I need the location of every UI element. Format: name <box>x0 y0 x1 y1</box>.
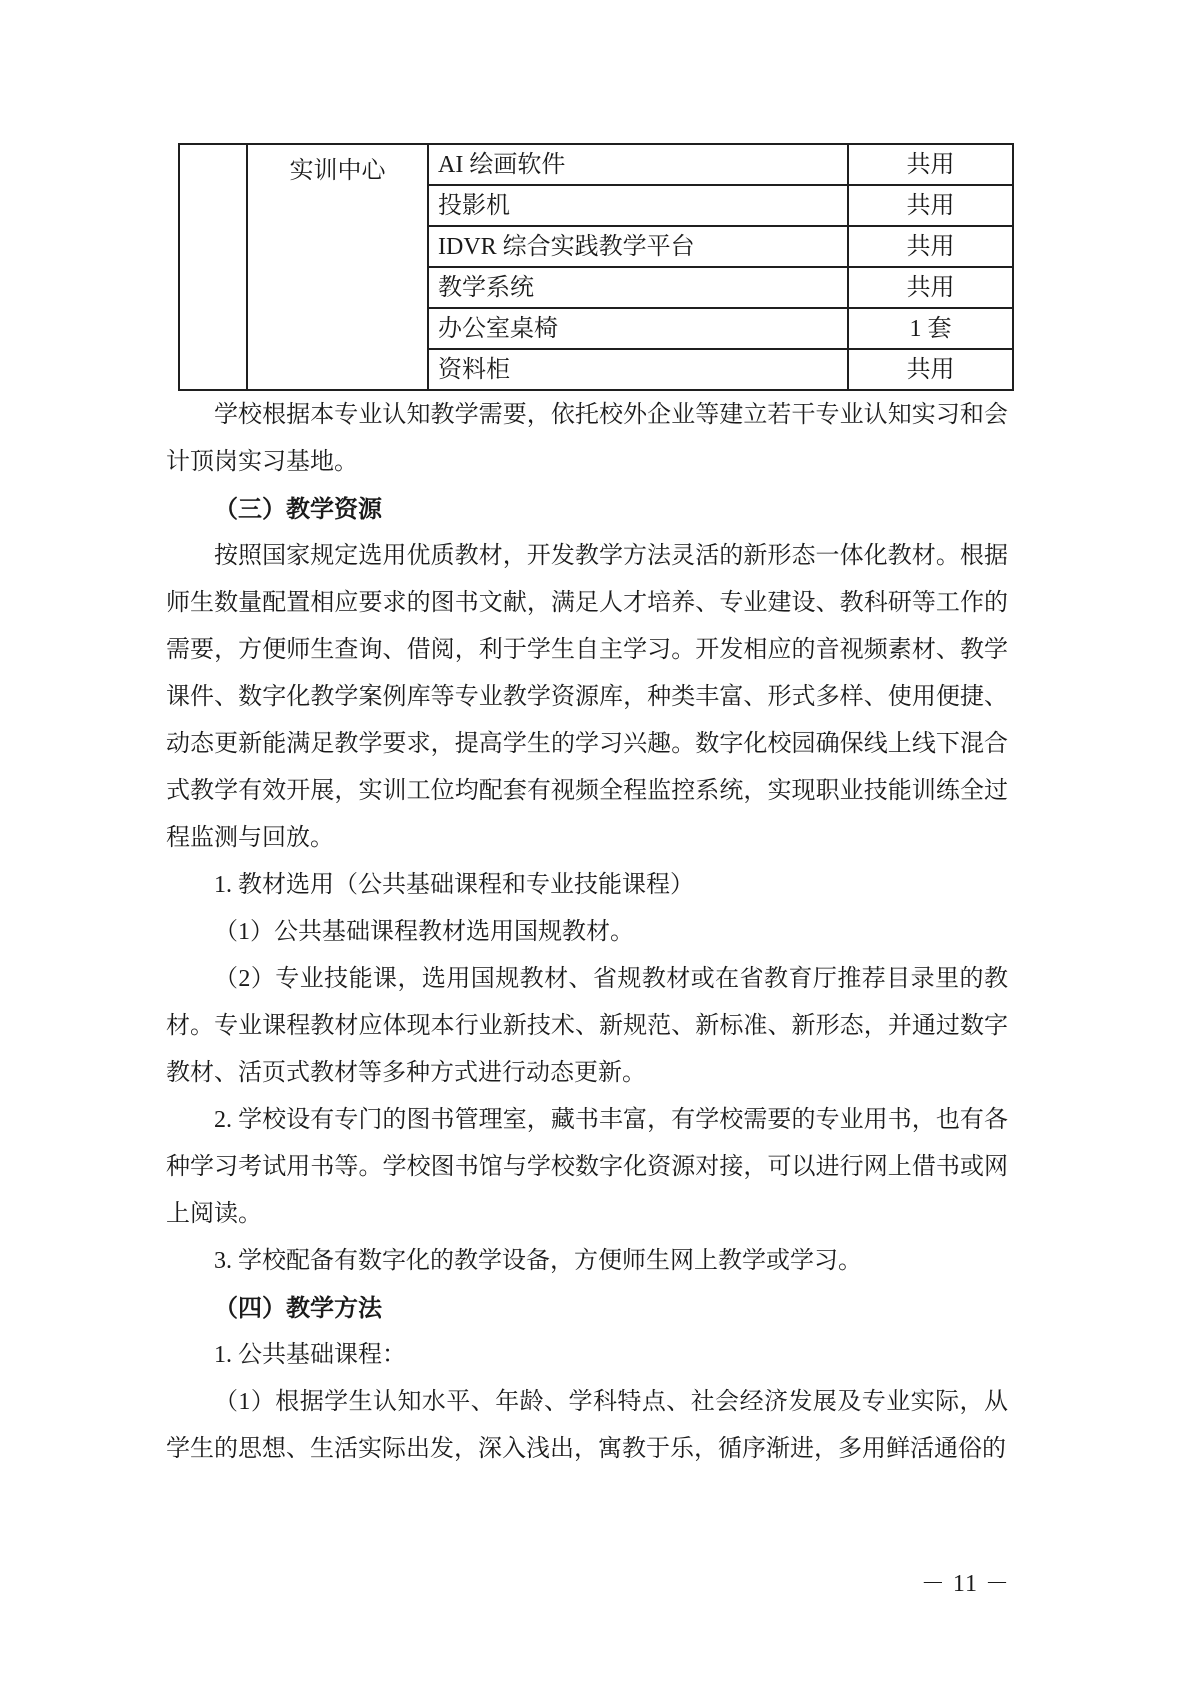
equipment-name-cell: AI 绘画软件 <box>428 144 848 185</box>
document-body <box>166 392 1008 1473</box>
section-heading: （四）教学方法 <box>214 1295 382 1322</box>
equipment-name-cell: IDVR 综合实践教学平台 <box>428 226 848 267</box>
list-item-paragraph: 1. 公共基础课程： <box>214 1342 406 1368</box>
empty-continuation-cell <box>179 144 247 390</box>
equipment-quantity-cell: 共用 <box>848 185 1013 226</box>
equipment-quantity-cell: 1 套 <box>848 308 1013 349</box>
list-item-paragraph: （1）公共基础课程教材选用国规教材。 <box>214 919 634 945</box>
table-row <box>179 144 1013 185</box>
equipment-quantity-cell: 共用 <box>848 144 1013 185</box>
equipment-name-cell: 办公室桌椅 <box>428 308 848 349</box>
list-item-paragraph: 1. 教材选用（公共基础课程和专业技能课程） <box>214 872 694 898</box>
equipment-table <box>178 143 1014 391</box>
equipment-name-cell: 教学系统 <box>428 267 848 308</box>
equipment-name-cell: 投影机 <box>428 185 848 226</box>
list-item-paragraph: （1）根据学生认知水平、年龄、学科特点、社会经济发展及专业实际，从学生的思想、生活实际出发，深入浅出，寓教于乐，循序渐进，多用鲜活通俗的 <box>166 1389 1008 1462</box>
equipment-quantity-cell: 共用 <box>848 267 1013 308</box>
equipment-quantity-cell: 共用 <box>848 226 1013 267</box>
paragraph: 学校根据本专业认知教学需要，依托校外企业等建立若干专业认知实习和会计顶岗实习基地。 <box>166 402 1008 475</box>
equipment-name-cell: 资料柜 <box>428 349 848 390</box>
section-heading: （三）教学资源 <box>214 496 382 523</box>
training-center-cell: 实训中心 <box>247 144 428 390</box>
list-item-paragraph: （2）专业技能课，选用国规教材、省规教材或在省教育厅推荐目录里的教材。专业课程教材应体现本行业新技术、新规范、新标准、新形态，并通过数字教材、活页式教材等多种方式进行动态更新。 <box>166 966 1008 1086</box>
page-number: － 11 － <box>920 1571 1010 1597</box>
paragraph: 按照国家规定选用优质教材，开发教学方法灵活的新形态一体化教材。根据师生数量配置相应要求的图书文献，满足人才培养、专业建设、教科研等工作的需要，方便师生查询、借阅，利于学生自主学习。开发相应的音视频素材、教学课件、数字化教学案例库等专业教学资源库，种类丰富、形式多样、使用便捷、动态更新能满足教学要求，提高学生的学习兴趣。数字化校园确保线上线下混合式教学有效开展，实训工位均配套有视频全程监控系统，实现职业技能训练全过程监测与回放。 <box>166 543 1008 851</box>
list-item-paragraph: 2. 学校设有专门的图书管理室，藏书丰富，有学校需要的专业用书，也有各种学习考试用书等。学校图书馆与学校数字化资源对接，可以进行网上借书或网上阅读。 <box>166 1107 1008 1227</box>
equipment-quantity-cell: 共用 <box>848 349 1013 390</box>
list-item-paragraph: 3. 学校配备有数字化的教学设备，方便师生网上教学或学习。 <box>214 1248 862 1274</box>
